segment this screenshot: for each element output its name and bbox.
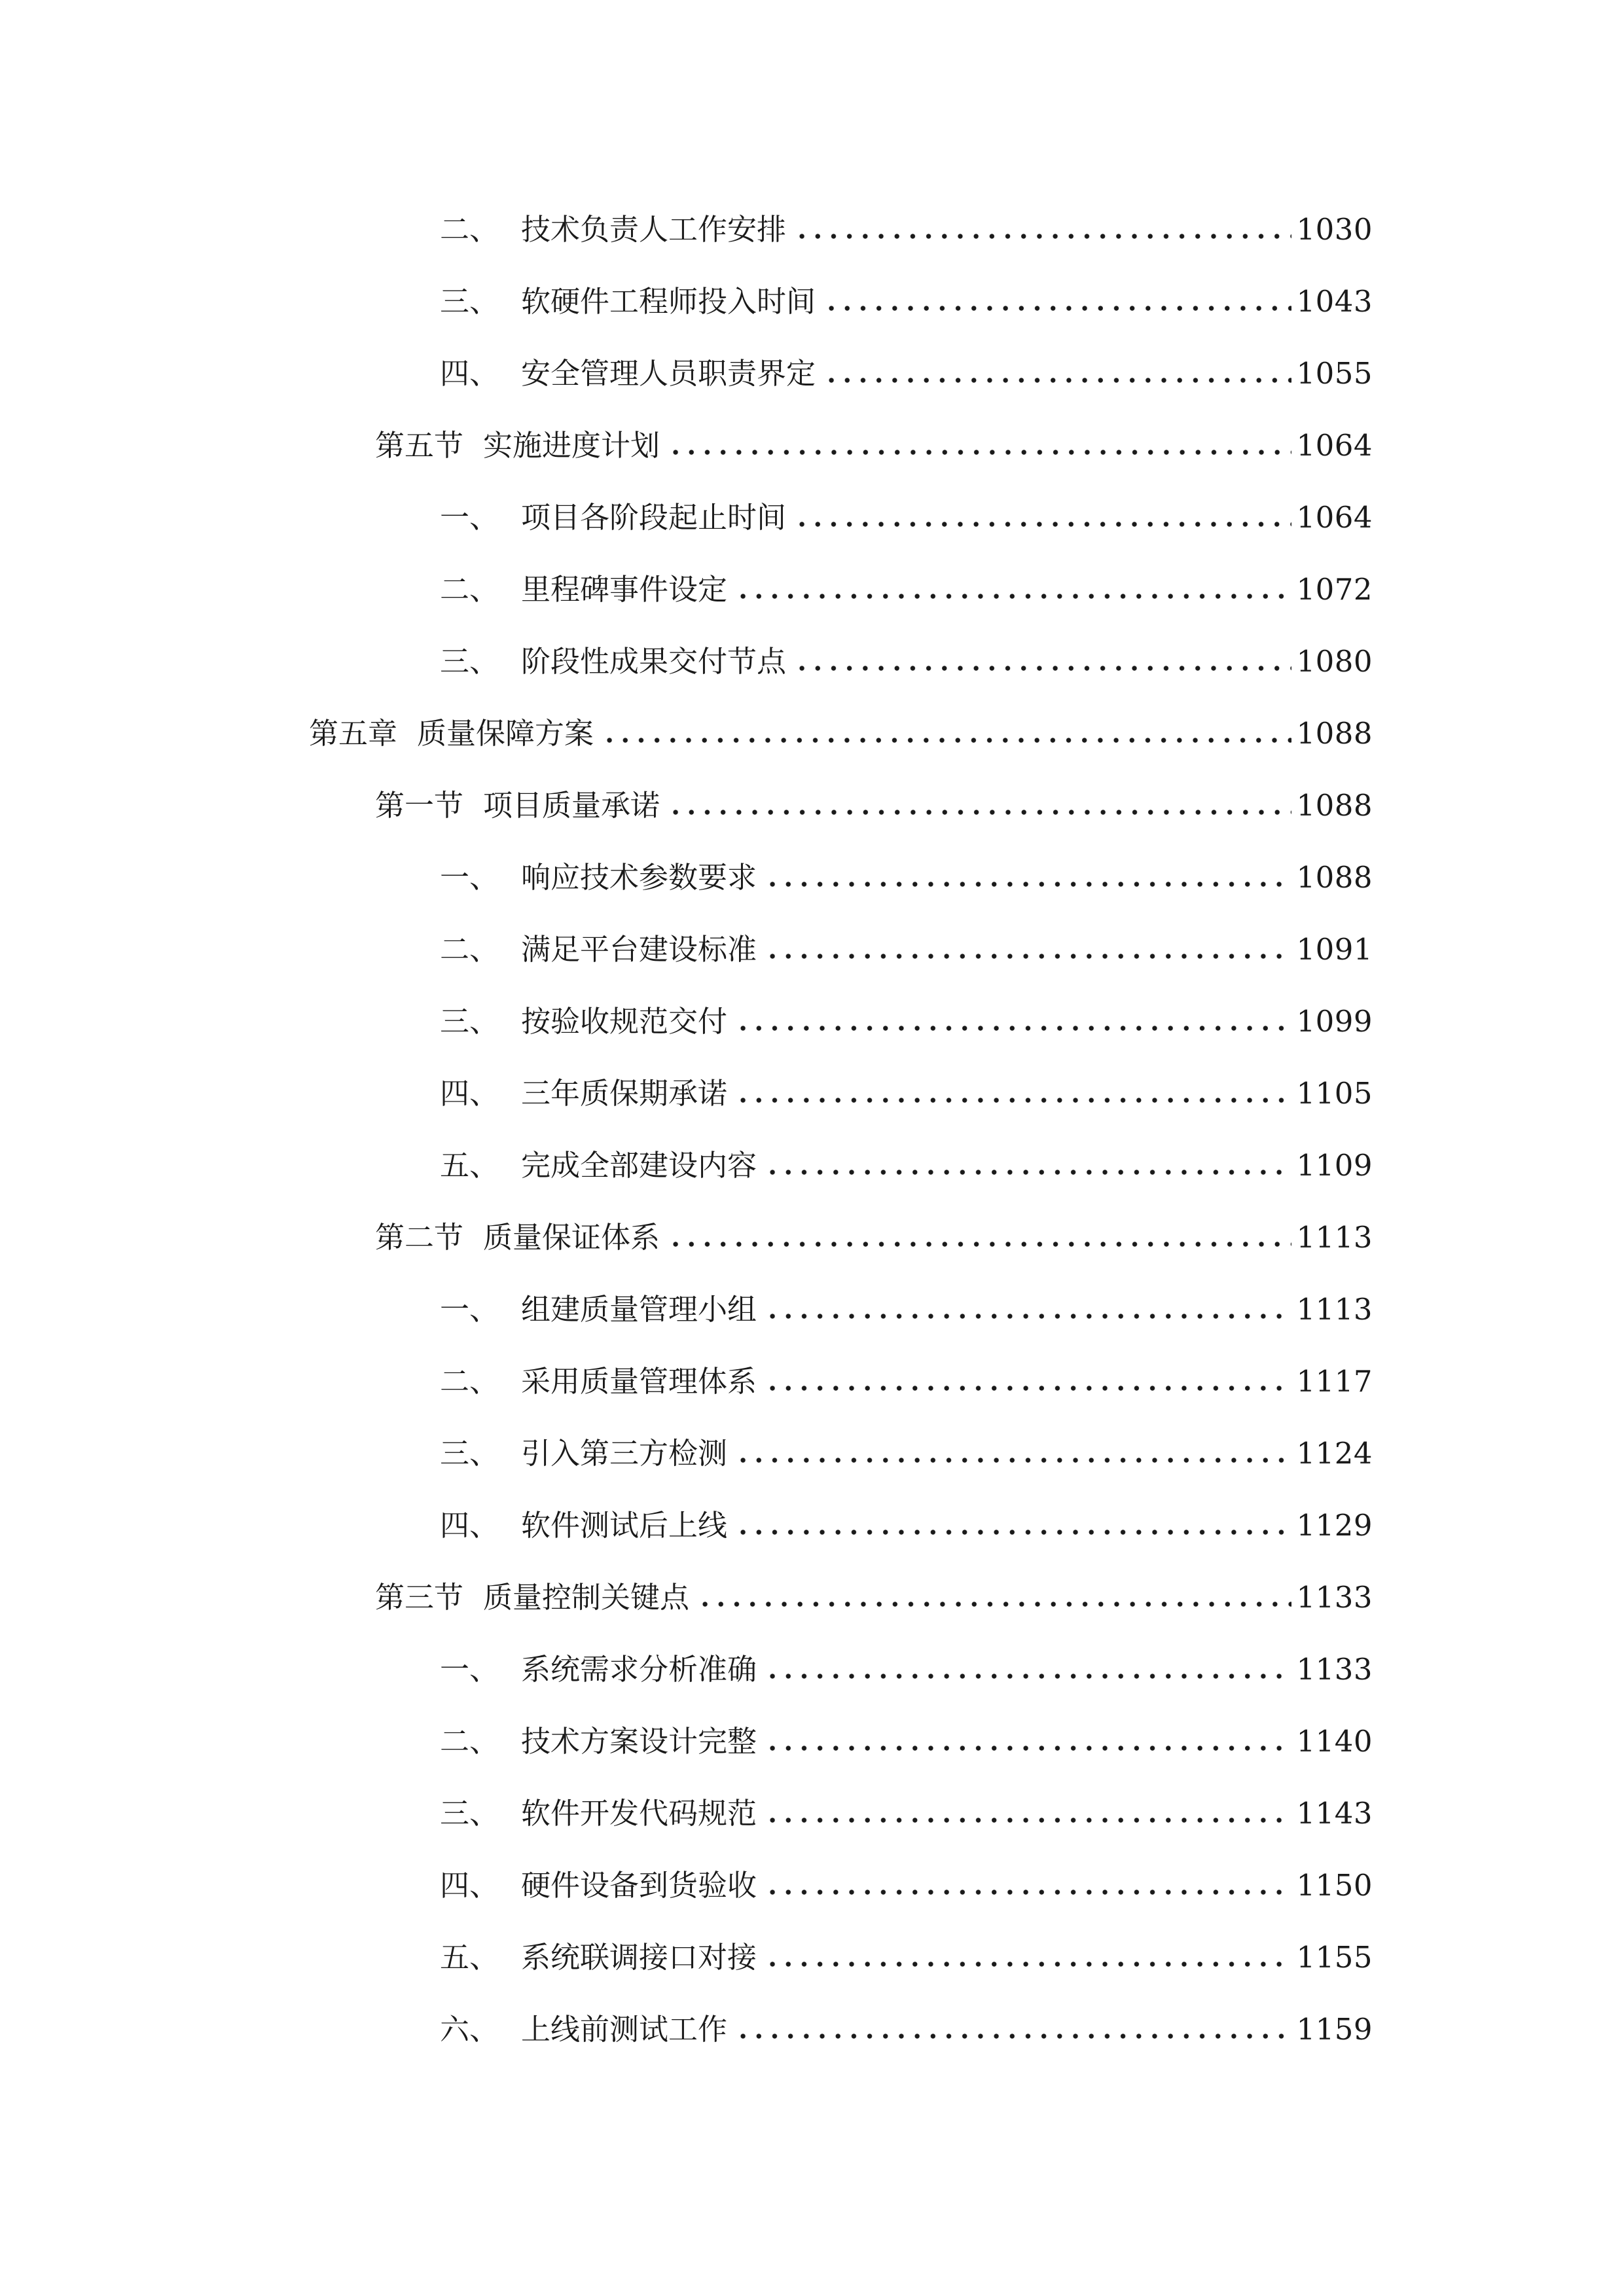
toc-entry[interactable] [440, 2003, 1373, 2056]
toc-entry-title: 质量保障方案 [417, 716, 594, 751]
toc-entry[interactable] [440, 1859, 1373, 1912]
toc-page-number: 1113 [1296, 1220, 1373, 1255]
toc-entry[interactable] [440, 564, 1373, 616]
toc-entry-label: 第五章 [309, 716, 398, 751]
toc-page-number: 1064 [1296, 500, 1373, 535]
toc-dot-leader [765, 1746, 1291, 1751]
toc-entry-title: 系统需求分析准确 [521, 1652, 757, 1687]
toc-page-number: 1143 [1296, 1796, 1373, 1831]
toc-dot-leader [735, 1458, 1291, 1463]
toc-dot-leader [794, 234, 1291, 239]
toc-entry-title: 满足平台建设标准 [521, 932, 757, 967]
toc-dot-leader [765, 1386, 1291, 1391]
toc-entry[interactable] [440, 1355, 1373, 1408]
toc-page-number: 1043 [1296, 284, 1373, 319]
toc-dot-leader [735, 594, 1291, 599]
toc-entry-label: 四、 [440, 1868, 499, 1903]
toc-entry-title: 实施进度计划 [483, 428, 660, 463]
toc-entry[interactable] [440, 1067, 1373, 1120]
toc-page-number: 1088 [1296, 860, 1373, 895]
toc-page-number: 1099 [1296, 1004, 1373, 1039]
toc-entry-title: 技术方案设计完整 [521, 1724, 757, 1759]
toc-entry-label: 四、 [440, 1508, 499, 1543]
toc-entry[interactable] [440, 1787, 1373, 1840]
toc-entry-title: 项目质量承诺 [483, 788, 660, 823]
toc-page-number: 1140 [1296, 1724, 1373, 1759]
toc-entry-title: 上线前测试工作 [521, 2012, 728, 2047]
toc-entry-label: 第一节 [375, 788, 464, 823]
toc-entry-label: 二、 [440, 1364, 499, 1399]
toc-page-number: 1133 [1296, 1652, 1373, 1687]
toc-entry-label: 一、 [440, 500, 499, 535]
toc-dot-leader [765, 1674, 1291, 1679]
toc-entry[interactable] [440, 1139, 1373, 1192]
toc-entry[interactable] [375, 1571, 1373, 1624]
toc-entry-label: 三、 [440, 1436, 499, 1471]
toc-entry[interactable] [440, 1931, 1373, 1984]
toc-entry-title: 采用质量管理体系 [521, 1364, 757, 1399]
toc-entry[interactable] [440, 492, 1373, 544]
toc-entry-label: 第二节 [375, 1220, 464, 1255]
toc-entry-label: 三、 [440, 644, 499, 679]
toc-entry-title: 技术负责人工作安排 [521, 212, 787, 247]
toc-entry-title: 软件开发代码规范 [521, 1796, 757, 1831]
toc-page-number: 1155 [1296, 1940, 1373, 1975]
toc-entry-label: 第五节 [375, 428, 464, 463]
toc-entry-title: 组建质量管理小组 [521, 1292, 757, 1327]
toc-entry-label: 六、 [440, 2012, 499, 2047]
toc-dot-leader [765, 1170, 1291, 1175]
toc-entry-title: 引入第三方检测 [521, 1436, 728, 1471]
toc-dot-leader [735, 2034, 1291, 2039]
toc-entry-title: 三年质保期承诺 [521, 1076, 728, 1111]
toc-entry[interactable] [375, 1211, 1373, 1264]
toc-entry-title: 软硬件工程师投入时间 [521, 284, 816, 319]
toc-page-number: 1088 [1296, 788, 1373, 823]
toc-dot-leader [765, 1314, 1291, 1319]
toc-entry-label: 四、 [440, 1076, 499, 1111]
toc-page-number: 1159 [1296, 2012, 1373, 2047]
toc-entry-title: 按验收规范交付 [521, 1004, 728, 1039]
toc-entry-title: 响应技术参数要求 [521, 860, 757, 895]
toc-dot-leader [794, 522, 1291, 527]
toc-entry[interactable] [440, 1499, 1373, 1552]
toc-entry-title: 硬件设备到货验收 [521, 1868, 757, 1903]
toc-dot-leader [765, 954, 1291, 959]
toc-entry-label: 三、 [440, 1004, 499, 1039]
toc-entry-label: 第三节 [375, 1580, 464, 1615]
toc-page-number: 1105 [1296, 1076, 1373, 1111]
toc-entry[interactable] [375, 780, 1373, 832]
toc-entry-title: 软件测试后上线 [521, 1508, 728, 1543]
toc-page-number: 1064 [1296, 428, 1373, 463]
toc-entry[interactable] [440, 204, 1373, 256]
toc-entry-label: 二、 [440, 212, 499, 247]
toc-entry-label: 三、 [440, 284, 499, 319]
toc-entry-label: 二、 [440, 932, 499, 967]
toc-page-number: 1055 [1296, 356, 1373, 391]
toc-page-number: 1088 [1296, 716, 1373, 751]
toc-entry[interactable] [440, 1643, 1373, 1696]
toc-page-number: 1091 [1296, 932, 1373, 967]
toc-entry[interactable] [440, 276, 1373, 328]
toc-entry[interactable] [440, 1283, 1373, 1336]
toc-entry-title: 系统联调接口对接 [521, 1940, 757, 1975]
toc-page-number: 1133 [1296, 1580, 1373, 1615]
toc-entry[interactable] [440, 1427, 1373, 1480]
toc-entry-title: 项目各阶段起止时间 [521, 500, 787, 535]
toc-dot-leader [765, 1962, 1291, 1967]
toc-entry-title: 质量控制关键点 [483, 1580, 690, 1615]
toc-page-number: 1109 [1296, 1148, 1373, 1183]
toc-entry[interactable] [440, 1715, 1373, 1768]
toc-dot-leader [735, 1026, 1291, 1031]
toc-entry[interactable] [440, 924, 1373, 976]
toc-entry-label: 一、 [440, 1652, 499, 1687]
toc-entry-label: 五、 [440, 1148, 499, 1183]
toc-page-number: 1113 [1296, 1292, 1373, 1327]
toc-entry-label: 二、 [440, 1724, 499, 1759]
toc-entry-title: 阶段性成果交付节点 [521, 644, 787, 679]
toc-dot-leader [697, 1602, 1291, 1607]
toc-entry[interactable] [309, 708, 1373, 760]
toc-page-number: 1117 [1296, 1364, 1373, 1399]
toc-page-number: 1030 [1296, 212, 1373, 247]
toc-dot-leader [765, 1890, 1291, 1895]
toc-entry-label: 五、 [440, 1940, 499, 1975]
toc-entry[interactable] [375, 420, 1373, 472]
toc-entry-label: 一、 [440, 860, 499, 895]
toc-dot-leader [735, 1530, 1291, 1535]
toc-dot-leader [735, 1098, 1291, 1103]
toc-entry[interactable] [440, 636, 1373, 688]
toc-entry-title: 里程碑事件设定 [521, 572, 728, 607]
toc-entry-label: 三、 [440, 1796, 499, 1831]
toc-page-number: 1150 [1296, 1868, 1373, 1903]
toc-dot-leader [765, 1818, 1291, 1823]
toc-page-number: 1080 [1296, 644, 1373, 679]
toc-entry-label: 一、 [440, 1292, 499, 1327]
toc-entry-label: 四、 [440, 356, 499, 391]
toc-dot-leader [823, 306, 1291, 311]
toc-page-number: 1124 [1296, 1436, 1373, 1471]
toc-entry-title: 安全管理人员职责界定 [521, 356, 816, 391]
toc-dot-leader [602, 738, 1291, 743]
toc-entry-label: 二、 [440, 572, 499, 607]
toc-page-number: 1129 [1296, 1508, 1373, 1543]
toc-page-number: 1072 [1296, 572, 1373, 607]
toc-entry[interactable] [440, 348, 1373, 400]
toc-dot-leader [668, 810, 1291, 815]
toc-dot-leader [794, 666, 1291, 671]
toc-dot-leader [668, 1242, 1291, 1247]
toc-dot-leader [668, 450, 1291, 455]
toc-dot-leader [765, 882, 1291, 887]
toc-entry[interactable] [440, 852, 1373, 904]
toc-dot-leader [823, 378, 1291, 383]
toc-entry-title: 质量保证体系 [483, 1220, 660, 1255]
toc-entry-title: 完成全部建设内容 [521, 1148, 757, 1183]
toc-entry[interactable] [440, 996, 1373, 1048]
